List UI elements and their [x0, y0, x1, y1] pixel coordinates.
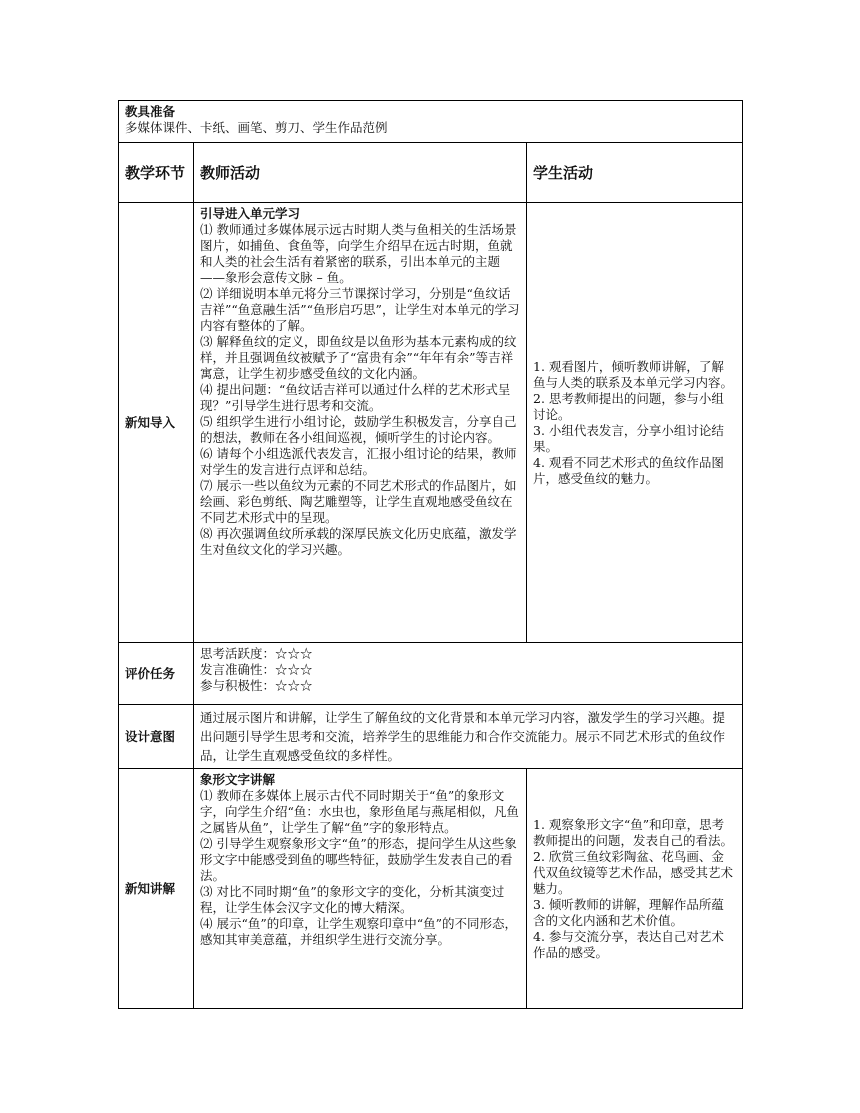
lesson-plan-table [118, 100, 743, 1009]
header-stage: 教学环节 [119, 143, 194, 203]
prep-content: 多媒体课件、卡纸、画笔、剪刀、学生作品范例 [125, 120, 388, 135]
header-student: 学生活动 [527, 143, 743, 203]
eval-cell [194, 643, 743, 705]
lecture-student-item: 3. 倾听教师的讲解，理解作品所蕴含的文化内涵和艺术价值。 [533, 896, 724, 928]
eval-item: 参与积极性：☆☆☆ [200, 678, 313, 693]
intro-label: 新知导入 [119, 203, 194, 643]
intro-teacher-item: ⑻ 再次强调鱼纹所承载的深厚民族文化历史底蕴，激发学生对鱼纹文化的学习兴趣。 [200, 526, 517, 557]
prep-cell [119, 101, 743, 143]
eval-item: 发言准确性：☆☆☆ [200, 662, 313, 677]
lecture-teacher-item: ⑴ 教师在多媒体上展示古代不同时期关于“鱼”的象形文字，向学生介绍“鱼：水虫也，象形鱼尾与燕尾相似，凡鱼之属皆从鱼”，让学生了解“鱼”字的象形特点。 [200, 788, 519, 835]
design-row [119, 705, 743, 769]
intro-student-item: 4. 观看不同艺术形式的鱼纹作品图片，感受鱼纹的魅力。 [533, 454, 724, 486]
intro-teacher-item: ⑺ 展示一些以鱼纹为元素的不同艺术形式的作品图片，如绘画、彩色剪纸、陶艺雕塑等，让学生直观地感受鱼纹在不同艺术形式中的呈现。 [200, 478, 517, 525]
design-content: 通过展示图片和讲解，让学生了解鱼纹的文化背景和本单元学习内容，激发学生的学习兴趣。提出问题引导学生思考和交流，培养学生的思维能力和合作交流能力。展示不同艺术形式的鱼纹作品，让学生直观感受鱼纹的多样性。 [200, 710, 726, 763]
intro-student-item: 3. 小组代表发言，分享小组讨论结果。 [533, 422, 724, 454]
intro-row [119, 203, 743, 643]
intro-teacher-item: ⑵ 详细说明本单元将分三节课探讨学习，分别是“鱼纹话吉祥”“鱼意融生活”“鱼形启巧思”，让学生对本单元的学习内容有整体的了解。 [200, 286, 520, 333]
lesson-plan-page [118, 100, 742, 1009]
lecture-student-cell [527, 769, 743, 1009]
intro-teacher-item: ⑴ 教师通过多媒体展示远古时期人类与鱼相关的生活场景图片，如捕鱼、食鱼等，向学生介绍早在远古时期，鱼就和人类的社会生活有着紧密的联系，引出本单元的主题——象形会意传文脉 – 鱼。 [200, 222, 517, 285]
design-label: 设计意图 [119, 705, 194, 769]
lecture-teacher-item: ⑷ 展示“鱼”的印章，让学生观察印章中“鱼”的不同形态，感知其审美意蕴，并组织学生进行交流分享。 [200, 916, 518, 947]
intro-teacher-title: 引导进入单元学习 [200, 206, 301, 221]
lecture-student-item: 4. 参与交流分享，表达自己对艺术作品的感受。 [533, 928, 724, 960]
intro-student-item: 1. 观看图片，倾听教师讲解，了解鱼与人类的联系及本单元学习内容。 [533, 358, 734, 390]
intro-teacher-item: ⑶ 解释鱼纹的定义，即鱼纹是以鱼形为基本元素构成的纹样，并且强调鱼纹被赋予了“富贵有余”“年年有余”等吉祥寓意，让学生初步感受鱼纹的文化内涵。 [200, 334, 517, 381]
prep-row [119, 101, 743, 143]
intro-teacher-item: ⑹ 请每个小组选派代表发言，汇报小组讨论的结果，教师对学生的发言进行点评和总结。 [200, 446, 517, 477]
intro-student-cell [527, 203, 743, 643]
eval-item: 思考活跃度：☆☆☆ [200, 646, 313, 661]
eval-row [119, 643, 743, 705]
intro-teacher-item: ⑷ 提出问题：“鱼纹话吉祥可以通过什么样的艺术形式呈现？”引导学生进行思考和交流。 [200, 382, 511, 413]
lecture-teacher-title: 象形文字讲解 [200, 772, 276, 787]
lecture-teacher-item: ⑵ 引导学生观察象形文字“鱼”的形态，提问学生从这些象形文字中能感受到鱼的哪些特征，鼓励学生发表自己的看法。 [200, 836, 517, 883]
intro-student-item: 2. 思考教师提出的问题，参与小组讨论。 [533, 390, 724, 422]
lecture-student-item: 2. 欣赏三鱼纹彩陶盆、花鸟画、金代双鱼纹镜等艺术作品，感受其艺术魅力。 [533, 848, 734, 896]
intro-teacher-item: ⑸ 组织学生进行小组讨论，鼓励学生积极发言，分享自己的想法，教师在各小组间巡视，倾听学生的讨论内容。 [200, 414, 517, 445]
lecture-student-item: 1. 观察象形文字“鱼”和印章，思考教师提出的问题，发表自己的看法。 [533, 816, 734, 848]
eval-label: 评价任务 [119, 643, 194, 705]
lecture-label: 新知讲解 [119, 769, 194, 1009]
lecture-row [119, 769, 743, 1009]
prep-title: 教具准备 [125, 104, 176, 119]
lecture-teacher-cell [194, 769, 527, 1009]
header-row [119, 143, 743, 203]
intro-teacher-cell [194, 203, 527, 643]
design-cell [194, 705, 743, 769]
header-teacher: 教师活动 [194, 143, 527, 203]
lecture-teacher-item: ⑶ 对比不同时期“鱼”的象形文字的变化，分析其演变过程，让学生体会汉字文化的博大精深。 [200, 884, 505, 915]
